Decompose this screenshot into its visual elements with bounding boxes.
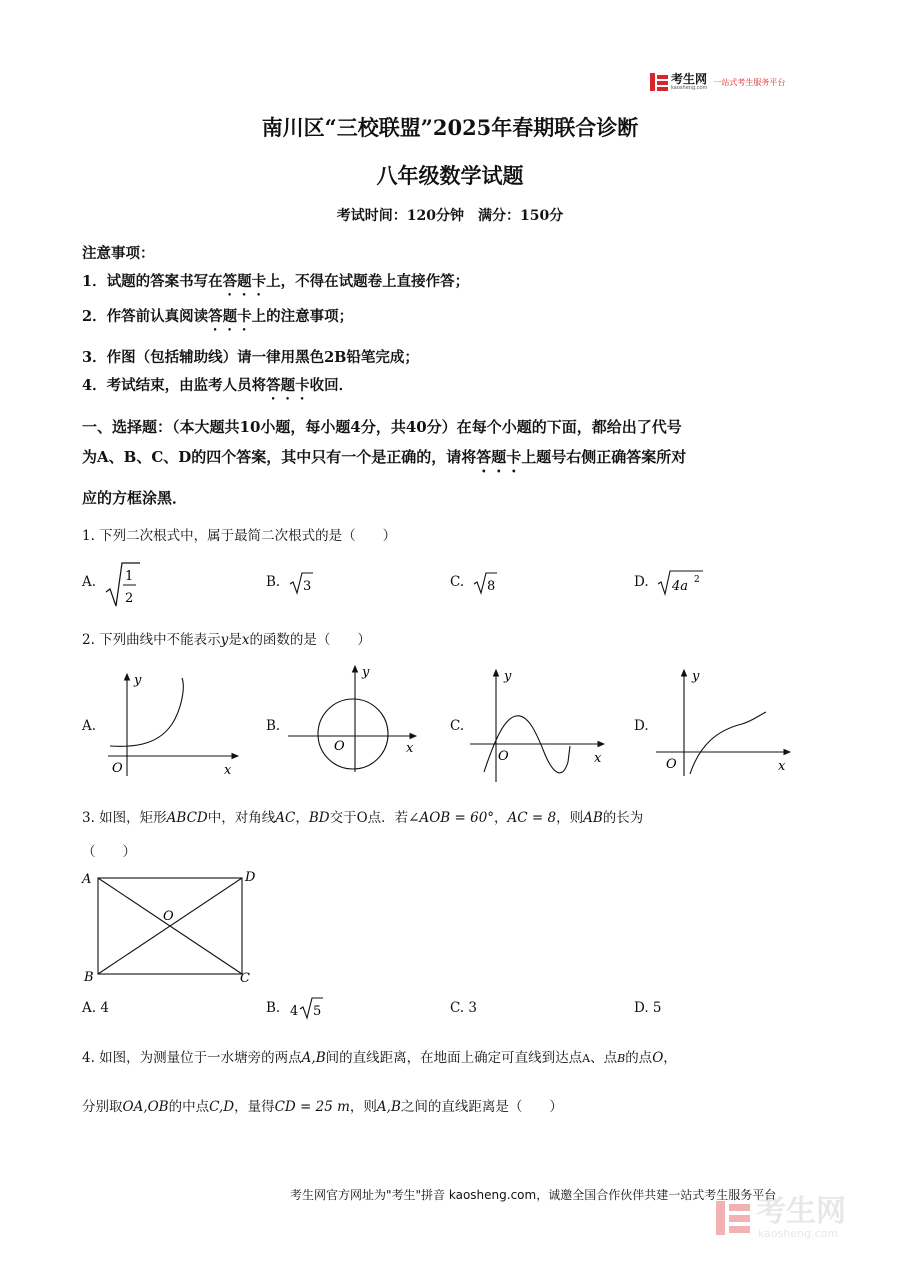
q2-b-label-y: y — [362, 665, 370, 680]
q1-a-denominator: 2 — [125, 591, 134, 606]
q2-b-circle — [318, 699, 388, 769]
notice-item-1: 1．试题的答案书写在答题卡上，不得在试题卷上直接作答； — [82, 273, 470, 290]
q3-label-a: A — [82, 872, 92, 887]
section-1-line-2: 为A、B、C、D的四个答案，其中只有一个是正确的，请将答题卡上题号右侧正确答案所对 — [82, 448, 687, 466]
section-1-line-3: 应的方框涂黑． — [82, 489, 188, 507]
kaosheng-logo-icon — [650, 73, 668, 91]
q1-option-b-radical — [289, 571, 315, 595]
q2-option-d: D. — [634, 718, 649, 734]
q1-option-d-radical — [657, 568, 707, 596]
q2-a-curve — [110, 678, 183, 746]
q1-option-a-radical — [104, 560, 144, 610]
q2-d-label-origin: O — [666, 757, 677, 772]
q2-a-label-origin: O — [112, 761, 123, 776]
q1-option-d: D. — [634, 574, 649, 590]
q1-option-a: A. — [82, 574, 97, 590]
q2-d-label-x: x — [778, 759, 786, 774]
brand-name: 考生网 — [671, 72, 708, 86]
q2-b-label-x: x — [406, 741, 414, 756]
q3-label-b: B — [84, 970, 94, 985]
q2-graph-b — [284, 660, 424, 778]
q4-line-1: 4. 如图，为测量位于一水塘旁的两点A,B间的直线距离，在地面上确定可直线到达点A、点B的点O， — [82, 1050, 677, 1066]
q2-option-b: B. — [266, 718, 281, 734]
q3-b-radicand: 5 — [313, 1004, 322, 1019]
q3-label-o: O — [163, 909, 174, 924]
footer-text: 考生网官方网址为"考生"拼音 kaosheng.com，诚邀全国合作伙伴共建一站式考生服务平台 — [290, 1188, 777, 1202]
q1-option-c-radical — [473, 571, 499, 595]
q3-option-d: D. 5 — [634, 1000, 662, 1016]
q2-option-a: A. — [82, 718, 97, 734]
q1-c-radicand: 8 — [487, 579, 496, 594]
q1-option-c: C. — [450, 574, 465, 590]
q3-label-d: D — [245, 870, 256, 885]
notice-heading: 注意事项： — [82, 245, 155, 262]
q3-label-c: C — [240, 971, 250, 986]
exam-time-score: 考试时间：120分钟 满分：150分 — [336, 208, 564, 224]
q2-a-label-x: x — [224, 763, 232, 778]
q3-stem: 3. 如图，矩形ABCD中，对角线AC，BD交于O点．若∠AOB = 60°，AC = 8，则AB的长为 — [82, 810, 644, 826]
q1-d-exponent: 2 — [694, 575, 700, 585]
footer-watermark — [716, 1196, 846, 1240]
q2-option-c: C. — [450, 718, 465, 734]
notice-item-3: 3．作图（包括辅助线）请一律用黑色2B铅笔完成； — [82, 349, 419, 366]
q2-stem: 2. 下列曲线中不能表示y是x的函数的是（ ） — [82, 632, 371, 648]
q2-graph-a — [100, 664, 245, 784]
q2-graph-d — [652, 664, 797, 784]
q4-line-2: 分别取OA,OB的中点C,D，量得CD = 25 m，则A,B之间的直线距离是（ ） — [82, 1099, 563, 1115]
header-logo — [650, 73, 785, 91]
section-1-line-1: 一、选择题：（本大题共10小题，每小题4分，共40分）在每个小题的下面，都给出了代号 — [82, 418, 682, 436]
q2-graph-c — [466, 664, 611, 784]
q2-c-label-y: y — [504, 669, 512, 684]
q3-rectangle-figure — [78, 864, 268, 988]
q3-paren: （ ） — [82, 844, 136, 860]
q2-c-label-x: x — [594, 751, 602, 766]
notice-item-2: 2．作答前认真阅读答题卡上的注意事项； — [82, 308, 354, 325]
q1-stem: 1. 下列二次根式中，属于最简二次根式的是（ ） — [82, 528, 397, 544]
q1-d-radicand: 4a — [672, 579, 689, 594]
watermark-brand: 考生网 — [756, 1194, 846, 1229]
notice-item-4: 4．考试结束，由监考人员将答题卡收回． — [82, 377, 354, 394]
q2-d-curve — [690, 712, 766, 774]
q3-b-coefficient: 4 — [290, 1004, 299, 1019]
exam-title: 南川区“三校联盟”2025年春期联合诊断 — [261, 115, 639, 140]
q2-d-label-y: y — [692, 669, 700, 684]
q2-a-label-y: y — [134, 673, 142, 688]
brand-slogan: 一站式考生服务平台 — [713, 77, 786, 87]
brand-domain: kaosheng.com — [671, 85, 708, 91]
q3-option-a: A. 4 — [82, 1000, 109, 1016]
q3-option-b-radical — [290, 996, 326, 1020]
q2-c-label-origin: O — [498, 749, 509, 764]
exam-subject: 八年级数学试题 — [376, 163, 524, 188]
q3-option-c: C. 3 — [450, 1000, 478, 1016]
watermark-domain: kaosheng.com — [758, 1227, 839, 1240]
q2-b-label-origin: O — [334, 739, 345, 754]
q1-b-radicand: 3 — [303, 579, 312, 594]
q1-option-b: B. — [266, 574, 281, 590]
q1-a-numerator: 1 — [125, 569, 134, 584]
watermark-logo-icon — [716, 1201, 750, 1235]
q3-option-b: B. — [266, 1000, 281, 1016]
